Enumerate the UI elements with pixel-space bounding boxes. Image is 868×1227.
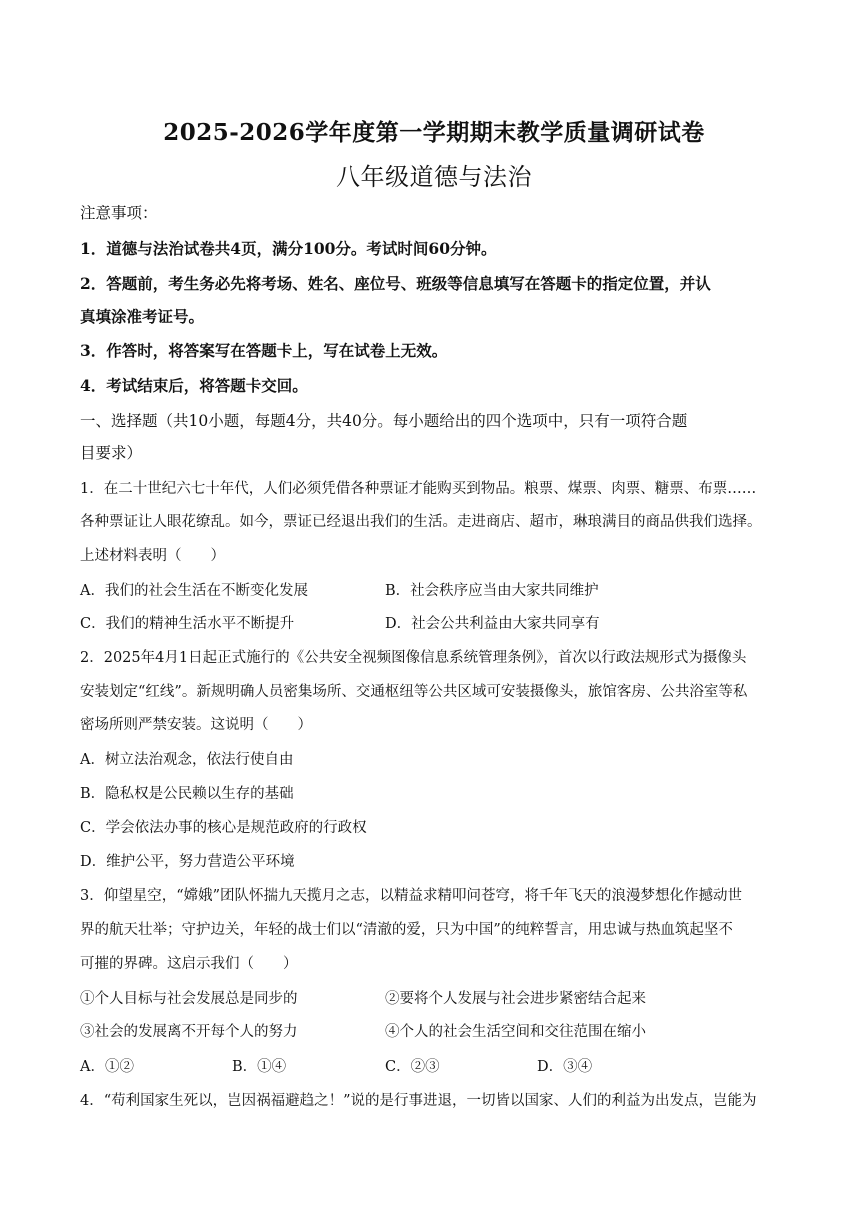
q3-statement-3: ③社会的发展离不开每个人的努力 [80,1024,298,1040]
q3-option-c: C．②③ [385,1059,440,1075]
notice-item-4: 4．考试结束后，将答题卡交回。 [80,376,308,395]
q3-stem-line-1: 3．仰望星空，“嫦娥”团队怀揣九天揽月之志，以精益求精叩问苍穹，将千年飞天的浪漫梦想化作撼动世 [80,888,743,904]
q4-stem-line-1: 4．“苟利国家生死以，岂因祸福避趋之！”说的是行事进退，一切皆以国家、人们的利益为出发点，岂能为 [80,1093,757,1109]
notice-heading: 注意事项： [80,204,158,222]
q2-option-a: A．树立法治观念，依法行使自由 [80,752,294,768]
q2-option-b: B．隐私权是公民赖以生存的基础 [80,786,294,802]
q2-stem-line-2: 安装划定“红线”。新规明确人员密集场所、交通枢纽等公共区域可安装摄像头，旅馆客房、公共浴室等私 [80,684,748,700]
q3-statement-4: ④个人的社会生活空间和交往范围在缩小 [385,1024,646,1040]
q2-option-c: C．学会依法办事的核心是规范政府的行政权 [80,820,367,836]
notice-item-2: 2．答题前，考生务必先将考场、姓名、座位号、班级等信息填写在答题卡的指定位置，并认 [80,274,711,293]
notice-item-3: 3．作答时，将答案写在答题卡上，写在试卷上无效。 [80,341,448,360]
q3-stem-line-2: 界的航天壮举；守护边关，年轻的战士们以“清澈的爱，只为中国”的纯粹誓言，用忠诚与热血筑起坚不 [80,922,733,938]
notice-item-2-cont: 真填涂准考证号。 [80,307,205,326]
section-heading: 一、选择题（共10小题，每题4分，共40分。每小题给出的四个选项中，只有一项符合题 [80,412,688,430]
q1-option-a: A．我们的社会生活在不断变化发展 [80,583,308,599]
q3-statement-1: ①个人目标与社会发展总是同步的 [80,991,298,1007]
exam-title: 2025-2026学年度第一学期期末教学质量调研试卷 [163,119,705,146]
q3-statements-row-1 [80,988,795,1010]
q3-stem-line-3: 可摧的界碑。这启示我们（ ） [80,956,298,972]
q1-stem-line-1: 1．在二十世纪六七十年代，人们必须凭借各种票证才能购买到物品。粮票、煤票、肉票、糖票、布票…… [80,481,757,497]
q3-option-b: B．①④ [232,1059,287,1075]
q1-option-c: C．我们的精神生活水平不断提升 [80,616,295,632]
notice-item-1: 1．道德与法治试卷共4页，满分100分。考试时间60分钟。 [80,239,497,258]
q1-option-d: D．社会公共利益由大家共同享有 [385,616,600,632]
q2-option-d: D．维护公平，努力营造公平环境 [80,854,295,870]
q1-options-row-1 [80,580,795,602]
q2-stem-line-3: 密场所则严禁安装。这说明（ ） [80,717,312,733]
section-heading-cont: 目要求） [80,444,143,462]
q3-option-d: D．③④ [537,1059,593,1075]
exam-subtitle: 八年级道德与法治 [336,163,532,191]
q3-statement-2: ②要将个人发展与社会进步紧密结合起来 [385,991,646,1007]
q1-option-b: B．社会秩序应当由大家共同维护 [385,583,599,599]
q3-option-a: A．①② [80,1059,134,1075]
q1-stem-line-3: 上述材料表明（ ） [80,548,225,564]
q1-stem-line-2: 各种票证让人眼花缭乱。如今，票证已经退出我们的生活。走进商店、超市，琳琅满目的商品供我们选择。 [80,514,762,530]
q1-options-row-2 [80,613,795,635]
q2-stem-line-1: 2．2025年4月1日起正式施行的《公共安全视频图像信息系统管理条例》，首次以行政法规形式为摄像头 [80,650,747,666]
q3-statements-row-2 [80,1021,795,1043]
